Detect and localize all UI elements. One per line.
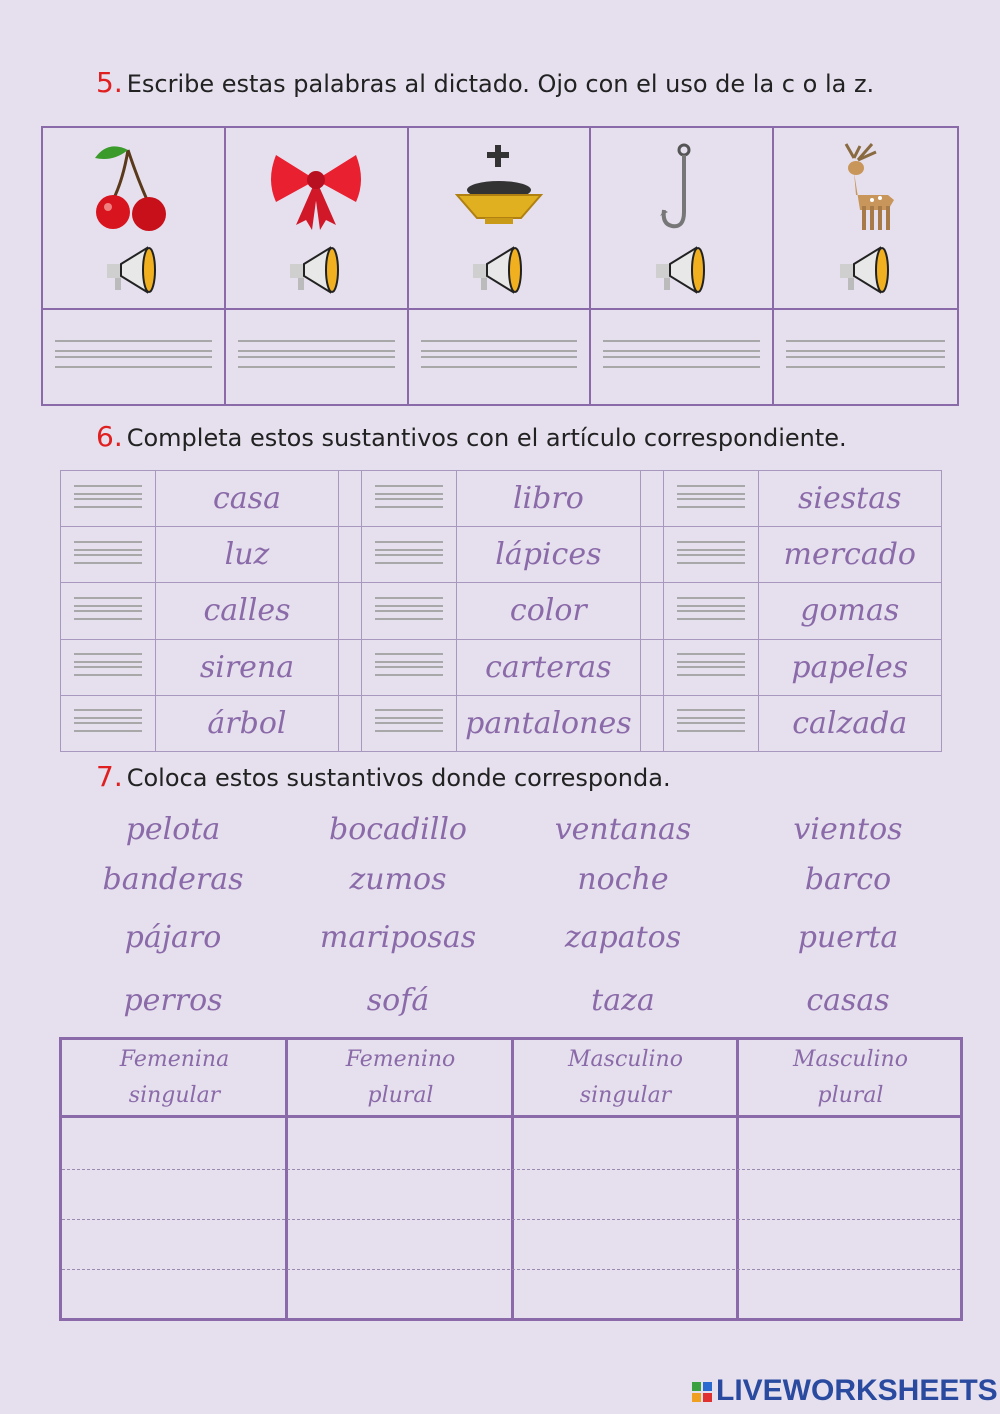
draggable-word[interactable]: barco xyxy=(804,862,892,897)
cherry-icon xyxy=(83,140,183,235)
noun-word: siestas xyxy=(758,471,942,527)
draggable-word[interactable]: zapatos xyxy=(564,920,682,955)
draggable-word[interactable]: casas xyxy=(806,983,890,1018)
draggable-word[interactable]: zumos xyxy=(349,862,447,897)
fishhook-icon xyxy=(632,140,732,235)
draggable-word[interactable]: sofá xyxy=(366,983,430,1018)
dictation-answer-5[interactable] xyxy=(774,310,957,404)
article-input[interactable] xyxy=(663,695,758,751)
section6-number: 6. xyxy=(96,420,123,453)
bow-icon xyxy=(266,140,366,235)
draggable-word[interactable]: bocadillo xyxy=(328,812,467,847)
article-input[interactable] xyxy=(362,695,457,751)
draggable-word[interactable]: banderas xyxy=(102,862,244,897)
noun-word: lápices xyxy=(457,527,640,583)
article-input[interactable] xyxy=(362,583,457,639)
table-row xyxy=(61,695,942,751)
dictation-answer-4[interactable] xyxy=(591,310,774,404)
draggable-word[interactable]: noche xyxy=(577,862,669,897)
draggable-word[interactable]: ventanas xyxy=(554,812,692,847)
noun-word: pantalones xyxy=(457,695,640,751)
article-input[interactable] xyxy=(61,695,156,751)
draggable-word[interactable]: mariposas xyxy=(319,920,477,955)
article-input[interactable] xyxy=(362,527,457,583)
article-input[interactable] xyxy=(61,639,156,695)
drop-zone-masculino-singular[interactable] xyxy=(514,1118,736,1318)
header-masculino-singular: Masculino singular xyxy=(568,1047,683,1108)
noun-word: calzada xyxy=(758,695,942,751)
draggable-word[interactable]: perros xyxy=(123,983,223,1018)
draggable-word[interactable]: vientos xyxy=(793,812,903,847)
noun-word: sirena xyxy=(155,639,338,695)
section6-heading xyxy=(96,420,847,453)
noun-word: calles xyxy=(155,583,338,639)
section5-instruction: Escribe estas palabras al dictado. Ojo con el uso de la c o la z. xyxy=(126,70,875,98)
article-input[interactable] xyxy=(61,527,156,583)
article-input[interactable] xyxy=(61,583,156,639)
article-input[interactable] xyxy=(663,639,758,695)
article-input[interactable] xyxy=(362,471,457,527)
section5-heading xyxy=(96,66,874,99)
dictation-cell-3 xyxy=(409,128,592,310)
noun-word: luz xyxy=(155,527,338,583)
article-input[interactable] xyxy=(663,471,758,527)
noun-word: libro xyxy=(457,471,640,527)
draggable-word[interactable]: pelota xyxy=(125,812,221,847)
noun-word: mercado xyxy=(758,527,942,583)
section7-heading xyxy=(96,760,671,793)
table-row xyxy=(61,471,942,527)
section7-number: 7. xyxy=(96,760,123,793)
noun-word: papeles xyxy=(758,639,942,695)
liveworksheets-icon xyxy=(692,1382,712,1402)
draggable-word[interactable]: puerta xyxy=(797,920,899,955)
dictation-cell-1 xyxy=(43,128,226,310)
noun-word: gomas xyxy=(758,583,942,639)
dictation-cell-2 xyxy=(226,128,409,310)
speaker-icon[interactable] xyxy=(103,242,163,298)
speaker-icon[interactable] xyxy=(652,242,712,298)
header-femenina-singular: Femenina singular xyxy=(119,1047,230,1108)
deer-icon xyxy=(816,140,916,235)
header-masculino-plural: Masculino plural xyxy=(793,1047,908,1108)
dictation-cell-4 xyxy=(591,128,774,310)
dictation-cell-5 xyxy=(774,128,957,310)
dictation-grid xyxy=(41,126,959,406)
dictation-answer-2[interactable] xyxy=(226,310,409,404)
table-row xyxy=(61,639,942,695)
dictation-answer-3[interactable] xyxy=(409,310,592,404)
section7-instruction: Coloca estos sustantivos donde corresponda. xyxy=(126,764,671,792)
drop-zone-masculino-plural[interactable] xyxy=(739,1118,960,1318)
sorting-table xyxy=(59,1037,963,1321)
table-row xyxy=(61,527,942,583)
speaker-icon[interactable] xyxy=(469,242,529,298)
section6-instruction: Completa estos sustantivos con el artículo correspondiente. xyxy=(126,424,847,452)
noun-word: árbol xyxy=(155,695,338,751)
speaker-icon[interactable] xyxy=(836,242,896,298)
drop-zone-femenino-plural[interactable] xyxy=(288,1118,511,1318)
table-row xyxy=(61,583,942,639)
article-table xyxy=(60,470,942,752)
draggable-word[interactable]: taza xyxy=(591,983,655,1018)
dictation-answer-1[interactable] xyxy=(43,310,226,404)
noun-word: carteras xyxy=(457,639,640,695)
speaker-icon[interactable] xyxy=(286,242,346,298)
noun-word: color xyxy=(457,583,640,639)
article-input[interactable] xyxy=(61,471,156,527)
drop-zone-femenina-singular[interactable] xyxy=(62,1118,285,1318)
section5-number: 5. xyxy=(96,66,123,99)
noun-word: casa xyxy=(155,471,338,527)
draggable-word[interactable]: pájaro xyxy=(124,920,222,955)
header-femenino-plural: Femenino plural xyxy=(345,1047,456,1108)
article-input[interactable] xyxy=(663,583,758,639)
article-input[interactable] xyxy=(663,527,758,583)
brand-logo: LIVEWORKSHEETS xyxy=(692,1374,998,1408)
ash-bowl-icon xyxy=(449,140,549,235)
article-input[interactable] xyxy=(362,639,457,695)
